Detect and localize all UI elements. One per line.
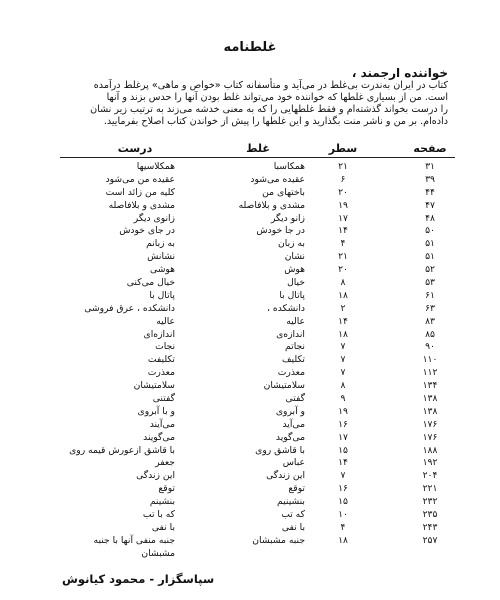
cell-correct: گفتنی	[152, 393, 175, 405]
cell-page: ۱۳۸	[422, 393, 438, 405]
table-row	[0, 535, 500, 548]
cell-wrong: این زندگی	[266, 470, 305, 482]
cell-correct: جعفر	[155, 457, 175, 469]
cell-line: ۱۴	[338, 457, 348, 469]
cell-line: ۴	[340, 238, 346, 250]
cell-page: ۱۳۴	[422, 380, 438, 392]
cell-correct-continuation: مشبشان	[141, 547, 175, 559]
cell-correct: به زبانم	[146, 238, 175, 250]
cell-line: ۱۸	[338, 534, 348, 546]
cell-wrong: معذرت	[277, 367, 305, 379]
cell-wrong: می‌آید	[282, 418, 305, 430]
cell-line: ۲۰	[338, 186, 348, 198]
table-row	[0, 367, 500, 380]
cell-correct: عالیه	[156, 315, 175, 327]
signature: سپاسگزار - محمود کیانوش	[62, 572, 215, 586]
table-row	[0, 329, 500, 342]
cell-page: ۲۵۷	[422, 534, 438, 546]
cell-line: ۷	[340, 470, 346, 482]
table-row	[0, 238, 500, 251]
table-row	[0, 419, 500, 432]
table-row	[0, 457, 500, 470]
cell-line: ۱۰	[338, 509, 348, 521]
header-correct: درست	[117, 142, 153, 155]
cell-wrong: با قاشق روی	[255, 444, 305, 456]
cell-page: ۵۰	[425, 225, 435, 237]
table-row	[0, 225, 500, 238]
intro-paragraph	[43, 80, 448, 128]
cell-page: ۹۰	[425, 341, 435, 353]
cell-correct: کلیه من زائد است	[105, 186, 175, 198]
cell-page: ۵۲	[425, 264, 435, 276]
cell-line: ۸	[340, 277, 346, 289]
cell-correct: هوشی	[150, 264, 175, 276]
table-row	[0, 445, 500, 458]
table-row	[0, 341, 500, 354]
table-row	[0, 316, 500, 329]
cell-page: ۳۹	[425, 173, 435, 185]
cell-wrong: نجاتم	[285, 341, 305, 353]
cell-correct: پاتال با	[149, 289, 175, 301]
cell-wrong: باختهای من	[262, 186, 305, 198]
cell-correct: معذرت	[147, 367, 175, 379]
cell-line: ۱۵	[338, 496, 348, 508]
cell-correct: سلامتیشان	[133, 380, 175, 392]
cell-page: ۵۱	[425, 238, 435, 250]
cell-line: ۱۸	[338, 328, 348, 340]
table-row-continuation	[0, 548, 500, 559]
header-wrong: غلط	[246, 142, 270, 155]
cell-wrong: نشان	[284, 251, 305, 263]
cell-wrong: جنبه مشبشان	[252, 534, 305, 546]
table-row	[0, 380, 500, 393]
cell-page: ۲۳۵	[422, 509, 438, 521]
cell-correct: که با تب	[142, 509, 175, 521]
cell-wrong: زانو دیگر	[270, 212, 305, 224]
cell-wrong: مشدی و بلافاصله	[238, 199, 305, 211]
table-row	[0, 277, 500, 290]
cell-wrong: در جا خودش	[256, 225, 305, 237]
cell-wrong: توقع	[288, 483, 305, 495]
table-row	[0, 187, 500, 200]
cell-wrong: دانشکده ،	[267, 302, 305, 314]
greeting: خواننده ارجمند ،	[351, 66, 448, 80]
cell-line: ۱۵	[338, 444, 348, 456]
cell-correct: اندازه‌ای	[143, 328, 175, 340]
cell-page: ۱۱۲	[422, 367, 438, 379]
cell-line: ۱۹	[338, 199, 348, 211]
cell-line: ۴	[340, 521, 346, 533]
cell-line: ۱۸	[338, 289, 348, 301]
cell-wrong: همکاسبا	[273, 161, 305, 172]
cell-page: ۲۳۲	[422, 496, 438, 508]
cell-line: ۱۴	[338, 225, 348, 237]
cell-page: ۵۱	[425, 251, 435, 263]
cell-page: ۱۱۰	[422, 354, 438, 366]
cell-correct: خیال می‌کنی	[126, 277, 175, 289]
cell-line: ۱۹	[338, 405, 348, 417]
intro-line: است. من از بسیاری غلطها که خواننده خود می‌تواند غلط بودن آنها را حدس بزند و آنها	[106, 92, 448, 103]
table-row	[0, 470, 500, 483]
table-row	[0, 303, 500, 316]
cell-line: ۹	[340, 393, 346, 405]
cell-wrong: عباس	[282, 457, 305, 469]
cell-wrong: سلامتیشان	[263, 380, 305, 392]
cell-wrong: بنشینیم	[277, 496, 305, 508]
cell-wrong: که تب	[281, 509, 305, 521]
cell-correct: دانشکده ، عرق فروشی	[84, 302, 175, 314]
table-row	[0, 496, 500, 509]
cell-correct: همکلاسیها	[136, 161, 175, 172]
intro-line: داده‌ام. بر من و ناشر منت بگذارید و این غلطها را پیش از خواندن کتاب اصلاح بفرمایید.	[103, 116, 448, 127]
cell-page: ۱۷۶	[422, 418, 438, 430]
cell-correct: نجات	[155, 341, 175, 353]
cell-correct: بنشینم	[149, 496, 175, 508]
cell-line: ۲	[340, 302, 346, 314]
cell-wrong: با نفی	[281, 521, 305, 533]
intro-line: کتاب در ایران به‌ندرت بی‌غلط در می‌آید و متأسفانه کتاب «خواص و ماهی» پرغلط درآمده	[93, 80, 448, 91]
cell-wrong: اندازه‌ی	[276, 328, 305, 340]
cell-page: ۵۳	[425, 277, 435, 289]
cell-correct: با قاشق ازعورش قیمه روی	[69, 444, 175, 456]
cell-correct: تکلیفت	[147, 354, 175, 366]
cell-wrong: عقیده می‌شود	[250, 173, 305, 185]
cell-line: ۱۷	[338, 431, 348, 443]
table-header	[0, 142, 500, 156]
cell-page: ۲۴۳	[422, 521, 438, 533]
cell-correct: می‌آیند	[149, 418, 175, 430]
cell-line: ۲۱	[338, 161, 348, 172]
cell-correct: توقع	[158, 483, 175, 495]
cell-line: ۱۴	[338, 315, 348, 327]
table-row	[0, 522, 500, 535]
cell-correct: مشدی و بلافاصله	[108, 199, 175, 211]
errata-table	[0, 161, 500, 559]
intro-line: را درست بخواند گذشته‌ام و فقط غلطهایی را که به معنی خدشه می‌زند به ترتیب زیر نشان	[90, 104, 448, 115]
cell-page: ۱۸۸	[422, 444, 438, 456]
cell-line: ۶	[340, 173, 346, 185]
cell-line: ۷	[340, 367, 346, 379]
table-row	[0, 251, 500, 264]
cell-line: ۱۷	[338, 212, 348, 224]
table-row	[0, 393, 500, 406]
cell-page: ۴۸	[425, 212, 435, 224]
cell-wrong: و آبروی	[275, 405, 305, 417]
cell-page: ۴۴	[425, 186, 435, 198]
header-rule	[60, 157, 455, 158]
header-page: صفحه	[413, 142, 447, 155]
table-row	[0, 161, 500, 174]
cell-wrong: هوش	[284, 264, 305, 276]
cell-line: ۲۰	[338, 264, 348, 276]
cell-correct: با نفی	[151, 521, 175, 533]
cell-page: ۸۵	[425, 328, 435, 340]
cell-correct: می‌گویند	[143, 431, 175, 443]
table-row	[0, 483, 500, 496]
table-row	[0, 174, 500, 187]
table-row	[0, 354, 500, 367]
cell-page: ۳۱	[425, 161, 435, 172]
cell-line: ۱۶	[338, 418, 348, 430]
cell-page: ۴۷	[425, 199, 435, 211]
cell-correct: جنبه منفی آنها با جنبه	[93, 534, 175, 546]
cell-page: ۸۳	[425, 315, 435, 327]
cell-page: ۱۳۸	[422, 405, 438, 417]
cell-wrong: می‌گوید	[275, 431, 305, 443]
cell-wrong: به زبان	[278, 238, 305, 250]
cell-line: ۱۶	[338, 483, 348, 495]
cell-page: ۱۹۲	[422, 457, 438, 469]
table-row	[0, 200, 500, 213]
cell-wrong: عالیه	[286, 315, 305, 327]
table-row	[0, 213, 500, 226]
cell-line: ۸	[340, 380, 346, 392]
cell-page: ۶۱	[425, 289, 435, 301]
cell-correct: عقیده من می‌شود	[105, 173, 175, 185]
cell-page: ۶۳	[425, 302, 435, 314]
header-line: سطر	[328, 142, 358, 155]
cell-correct: و با آبروی	[137, 405, 175, 417]
cell-line: ۷	[340, 354, 346, 366]
table-row	[0, 264, 500, 277]
cell-correct: زانوی دیگر	[133, 212, 175, 224]
cell-page: ۱۷۶	[422, 431, 438, 443]
cell-correct: این زندگی	[136, 470, 175, 482]
cell-line: ۷	[340, 341, 346, 353]
table-row	[0, 432, 500, 445]
table-row	[0, 290, 500, 303]
table-row	[0, 406, 500, 419]
cell-correct: در جای خودش	[119, 225, 175, 237]
cell-wrong: پاتال با	[279, 289, 305, 301]
cell-wrong: گفتی	[285, 393, 305, 405]
cell-line: ۲۱	[338, 251, 348, 263]
cell-page: ۲۲۱	[422, 483, 438, 495]
cell-page: ۲۰۴	[422, 470, 438, 482]
cell-wrong: خیال	[287, 277, 305, 289]
cell-correct: نشانش	[147, 251, 175, 263]
page-title: غلطنامه	[223, 40, 277, 55]
table-row	[0, 509, 500, 522]
cell-wrong: تکلیف	[282, 354, 305, 366]
